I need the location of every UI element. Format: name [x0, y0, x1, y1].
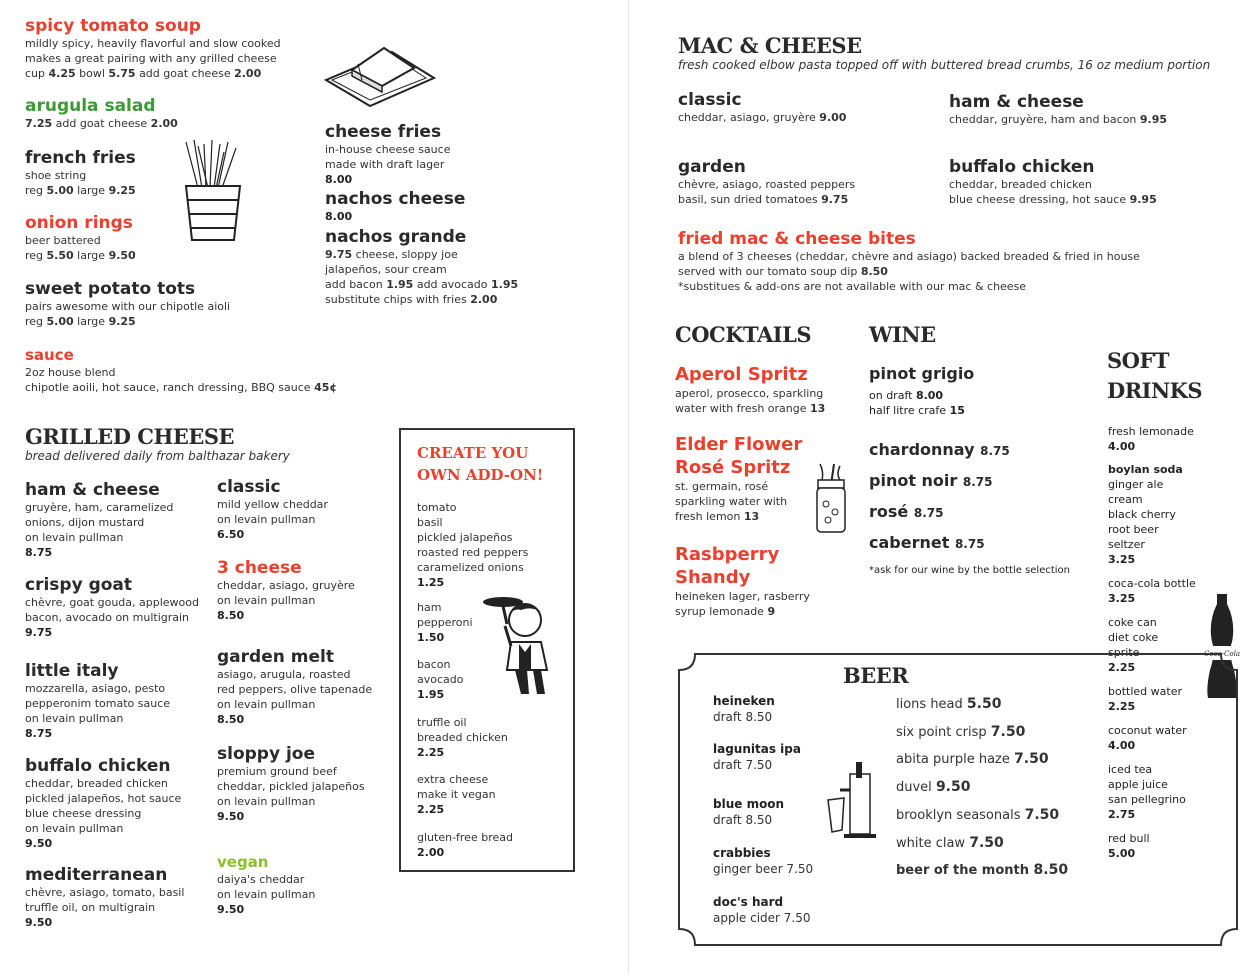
item-name: ham & cheese [25, 480, 160, 500]
page-fold [628, 0, 629, 973]
drink-price: 4.00 [1108, 739, 1136, 752]
onion-rings [25, 213, 225, 263]
item-price: 9.50 [25, 837, 53, 850]
coke-label: Coca-Cola [1203, 650, 1241, 658]
mac-buffalo-chicken [949, 157, 1239, 207]
grilled-cheese-header [25, 424, 385, 463]
item-name: classic [217, 477, 281, 497]
item-name: crispy goat [25, 575, 133, 595]
item-desc: heineken lager, rasberry [675, 590, 810, 603]
drink-name: bottled water [1108, 685, 1182, 698]
item-desc: chèvre, asiago, roasted peppers [678, 178, 856, 191]
beer-tap-icon [822, 760, 882, 840]
gc-garden-melt [217, 647, 397, 727]
addon-group-3: bacon avocado 1.95 [417, 658, 464, 701]
item-desc: fresh lemon 13 [675, 510, 760, 523]
item-desc: gruyère, ham, caramelized [25, 501, 174, 514]
mac-classic [678, 90, 938, 125]
mason-jar-icon [810, 462, 852, 534]
item-name: sweet potato tots [25, 279, 196, 299]
item-addons: add bacon 1.95 add avocado 1.95 [325, 278, 519, 291]
sauce [25, 345, 425, 395]
drink-price: 4.00 [1108, 440, 1136, 453]
wine-half-litre: half litre crafe 15 [869, 404, 965, 417]
item-name: cheese fries [325, 122, 442, 142]
drink-price: 2.25 [1108, 661, 1136, 674]
item-price: 8.50 [217, 713, 245, 726]
item-prices: reg 5.00 large 9.25 [25, 184, 136, 197]
wine-pinot-grigio: pinot grigio [869, 364, 975, 383]
beer-item: white claw 7.50 [896, 834, 1004, 851]
item-name: fried mac & cheese bites [678, 229, 916, 249]
item-desc: jalapeños, sour cream [325, 263, 447, 276]
item-sub: substitute chips with fries 2.00 [325, 293, 498, 306]
item-desc: on levain pullman [217, 698, 316, 711]
addon-group-1: tomato basil pickled jalapeños roasted red peppers caramelized onions 1.25 [417, 501, 529, 589]
item-desc: aperol, prosecco, sparkling [675, 387, 824, 400]
item-desc: in-house cheese sauce [325, 143, 451, 156]
gc-3-cheese [217, 558, 397, 623]
item-name: buffalo chicken [949, 157, 1095, 177]
gc-vegan [217, 852, 397, 917]
item-desc: pepperonim tomato sauce [25, 697, 171, 710]
item-desc: on levain pullman [217, 795, 316, 808]
drink-name: coca-cola bottle [1108, 577, 1196, 590]
beer-desc: draft 7.50 [713, 758, 773, 772]
item-desc: asiago, arugula, roasted [217, 668, 351, 681]
gc-mediterranean [25, 865, 215, 930]
item-name: spicy tomato soup [25, 16, 201, 36]
item-desc: daiya's cheddar [217, 873, 305, 886]
drink-price: 2.25 [1108, 700, 1136, 713]
item-desc: water with fresh orange 13 [675, 402, 826, 415]
wine-rose: rosé 8.75 [869, 502, 944, 521]
item-name: arugula salad [25, 96, 156, 116]
drink-name: boylan soda [1108, 463, 1183, 476]
sweet-potato-tots [25, 279, 325, 329]
drink-price: 5.00 [1108, 847, 1136, 860]
item-desc: made with draft lager [325, 158, 445, 171]
beer-item: six point crisp 7.50 [896, 723, 1026, 740]
create-add-on-box [399, 428, 575, 872]
mac-cheese-header [678, 33, 1238, 72]
fried-mac-bites [678, 229, 1238, 294]
item-prices: reg 5.50 large 9.50 [25, 249, 136, 262]
item-desc: blue cheese dressing, hot sauce 9.95 [949, 193, 1157, 206]
arugula-salad [25, 96, 325, 131]
drink-price: 2.75 [1108, 808, 1136, 821]
soft-drinks-title: SOFT DRINKS [1107, 348, 1203, 403]
item-desc: blue cheese dressing [25, 807, 142, 820]
addon-group-6: gluten-free bread 2.00 [417, 831, 513, 859]
item-desc: beer battered [25, 234, 101, 247]
item-name: Elder Flower [675, 434, 803, 455]
item-price: 9.75 [25, 626, 53, 639]
item-name: nachos cheese [325, 189, 466, 209]
item-desc: on levain pullman [217, 513, 316, 526]
beer-item: duvel 9.50 [896, 779, 971, 796]
item-price: 8.00 [325, 173, 353, 186]
cheese-fries [325, 122, 605, 187]
beer-desc: draft 8.50 [713, 710, 773, 724]
item-desc: red peppers, olive tapenade [217, 683, 373, 696]
item-desc: mild yellow cheddar [217, 498, 328, 511]
wine-note: *ask for our wine by the bottle selection [869, 565, 1071, 576]
item-desc: 9.75 cheese, sloppy joe [325, 248, 458, 261]
mac-ham-cheese [949, 92, 1239, 127]
item-name: sauce [25, 346, 74, 364]
wine-list [869, 364, 1099, 576]
drink-name: fresh lemonade [1108, 425, 1194, 438]
item-name: ham & cheese [949, 92, 1084, 112]
item-desc: mildly spicy, heavily flavorful and slow cooked [25, 37, 281, 50]
item-desc: chipotle aoili, hot sauce, ranch dressing, BBQ sauce 45¢ [25, 381, 338, 394]
item-desc: on levain pullman [25, 531, 124, 544]
item-name: classic [678, 90, 742, 110]
item-price: 9.50 [25, 916, 53, 929]
gc-ham-cheese [25, 480, 215, 560]
gc-sloppy-joe [217, 744, 397, 824]
addon-group-4: truffle oil breaded chicken 2.25 [417, 716, 508, 759]
mac-garden [678, 157, 938, 207]
item-name: little italy [25, 661, 119, 681]
nachos-grande [325, 227, 615, 307]
item-desc: onions, dijon mustard [25, 516, 145, 529]
wine-cabernet: cabernet 8.75 [869, 533, 985, 552]
cocktail-rasbperry-shandy [675, 543, 865, 619]
item-desc: chèvre, asiago, tomato, basil [25, 886, 185, 899]
section-subtitle: bread delivered daily from balthazar bakery [25, 449, 290, 463]
item-desc: shoe string [25, 169, 87, 182]
item-desc: served with our tomato soup dip 8.50 [678, 265, 888, 278]
item-desc: on levain pullman [217, 888, 316, 901]
item-desc: cheddar, asiago, gruyère [217, 579, 355, 592]
beer-item: beer of the month 8.50 [896, 862, 1069, 879]
soft-drinks-list: fresh lemonade 4.00 boylan soda ginger ale cream black cherry root beer seltzer 3.25 coca-cola bottle 3.25 coke can diet coke sprite 2.25 bottled water 2.25 coconut water 4.00 iced tea apple juice san pellegrino 2.75 red bull 5.00 [1108, 424, 1238, 861]
gc-little-italy [25, 661, 215, 741]
item-name: sloppy joe [217, 744, 315, 764]
item-name: garden melt [217, 647, 334, 667]
item-desc: makes a great pairing with any grilled cheese [25, 52, 277, 65]
drink-name: coconut water [1108, 724, 1187, 737]
section-title: MAC & CHEESE [678, 33, 862, 58]
beer-name: doc's hard [713, 895, 784, 909]
beer-item: lions head 5.50 [896, 696, 1002, 712]
drink-price: 3.25 [1108, 592, 1136, 605]
item-desc: cheddar, pickled jalapeños [217, 780, 365, 793]
item-name: garden [678, 157, 746, 177]
beer-item: abita purple haze 7.50 [896, 751, 1049, 768]
beer-right-list [896, 691, 1116, 885]
item-desc: pickled jalapeños, hot sauce [25, 792, 182, 805]
item-desc: bacon, avocado on multigrain [25, 611, 190, 624]
item-price: 8.75 [25, 546, 53, 559]
beer-title: BEER [843, 663, 909, 688]
item-desc: st. germain, rosé [675, 480, 769, 493]
addon-group-5: extra cheese make it vegan 2.25 [417, 773, 496, 816]
item-desc: basil, sun dried tomatoes 9.75 [678, 193, 849, 206]
item-name: Rasbperry [675, 544, 780, 565]
item-desc: cheddar, asiago, gruyère 9.00 [678, 111, 847, 124]
item-name: french fries [25, 148, 136, 168]
item-name: mediterranean [25, 865, 168, 885]
waiter-icon [481, 590, 575, 696]
item-desc: on levain pullman [217, 594, 316, 607]
item-prices: cup 4.25 bowl 5.75 add goat cheese 2.00 [25, 67, 262, 80]
beer-name: blue moon [713, 797, 785, 811]
wine-chardonnay: chardonnay 8.75 [869, 440, 1010, 459]
wine-title: WINE [869, 322, 936, 347]
item-note: *substitues & add-ons are not available with our mac & cheese [678, 280, 1027, 293]
item-desc: sparkling water with [675, 495, 788, 508]
beer-desc: ginger beer 7.50 [713, 862, 814, 876]
spicy-tomato-soup [25, 16, 325, 81]
item-desc: on levain pullman [25, 712, 124, 725]
item-desc: cheddar, breaded chicken [25, 777, 168, 790]
section-subtitle: fresh cooked elbow pasta topped off with buttered bread crumbs, 16 oz medium portion [678, 58, 1211, 72]
item-price: 8.75 [25, 727, 53, 740]
item-desc: cheddar, breaded chicken [949, 178, 1092, 191]
item-name: Rosé Spritz [675, 457, 791, 478]
item-desc: syrup lemonade 9 [675, 605, 776, 618]
item-name: Shandy [675, 567, 751, 588]
item-name: buffalo chicken [25, 756, 171, 776]
cheese-board-icon [322, 40, 440, 110]
item-name: onion rings [25, 213, 133, 233]
item-desc: mozzarella, asiago, pesto [25, 682, 166, 695]
addon-group-2: ham pepperoni 1.50 [417, 601, 473, 644]
item-desc: on levain pullman [25, 822, 124, 835]
beer-name: heineken [713, 694, 775, 708]
item-name: nachos grande [325, 227, 467, 247]
wine-pinot-noir: pinot noir 8.75 [869, 471, 993, 490]
item-desc: 2oz house blend [25, 366, 116, 379]
nachos-cheese [325, 189, 605, 224]
item-price: 8.00 [325, 210, 353, 223]
item-desc: premium ground beef [217, 765, 337, 778]
item-price: 9.50 [217, 810, 245, 823]
drink-price: 3.25 [1108, 553, 1136, 566]
beer-item: brooklyn seasonals 7.50 [896, 806, 1060, 823]
beer-name: lagunitas ipa [713, 742, 801, 756]
item-desc: cheddar, gruyère, ham and bacon 9.95 [949, 113, 1168, 126]
item-prices: 7.25 add goat cheese 2.00 [25, 117, 178, 130]
cocktails-title: COCKTAILS [675, 322, 811, 347]
item-price: 8.50 [217, 609, 245, 622]
item-desc: truffle oil, on multigrain [25, 901, 156, 914]
beer-name: crabbies [713, 846, 771, 860]
item-name: Aperol Spritz [675, 364, 808, 385]
item-desc: a blend of 3 cheeses (cheddar, chèvre and asiago) backed breaded & fried in house [678, 250, 1140, 263]
item-name: vegan [217, 853, 269, 871]
drink-name: red bull [1108, 832, 1150, 845]
beer-desc: draft 8.50 [713, 813, 773, 827]
addon-title: CREATE YOU OWN ADD-ON! [417, 444, 544, 484]
section-title: GRILLED CHEESE [25, 424, 235, 449]
gc-buffalo-chicken [25, 756, 215, 851]
item-price: 6.50 [217, 528, 245, 541]
beer-desc: apple cider 7.50 [713, 911, 811, 925]
item-desc: pairs awesome with our chipotle aioli [25, 300, 231, 313]
item-name: 3 cheese [217, 558, 302, 578]
item-price: 9.50 [217, 903, 245, 916]
cocktail-aperol [675, 363, 865, 416]
item-prices: reg 5.00 large 9.25 [25, 315, 136, 328]
item-desc: chèvre, goat gouda, applewood [25, 596, 199, 609]
gc-classic [217, 477, 397, 542]
gc-crispy-goat [25, 575, 215, 640]
wine-on-draft: on draft 8.00 [869, 389, 944, 402]
